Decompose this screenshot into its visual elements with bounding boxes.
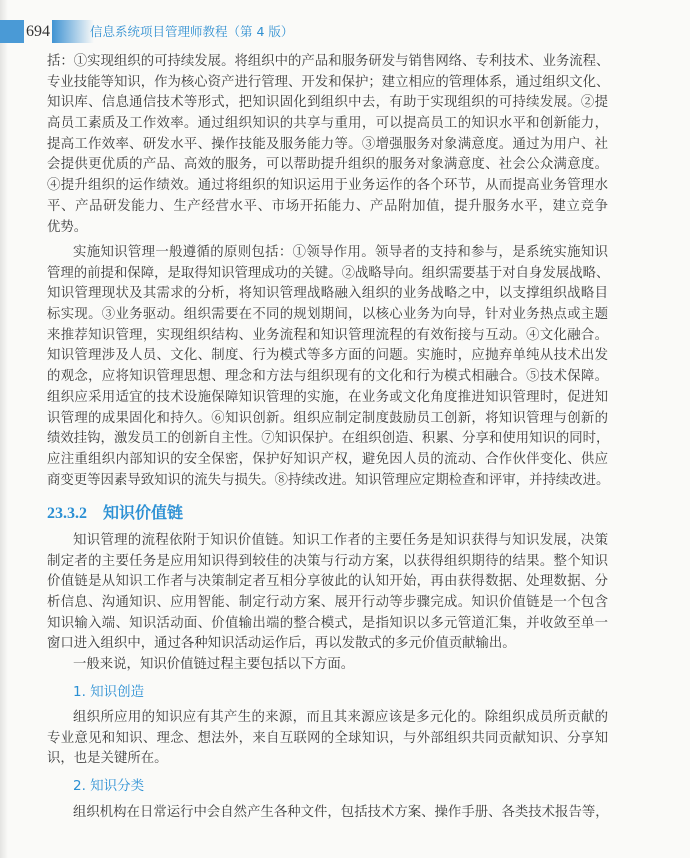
- text-line: 提高工作效率、研发水平、操作技能及服务能力等。③增强服务对象满意度。通过为用户、社: [47, 136, 608, 152]
- paragraph-principles: [47, 243, 608, 491]
- paragraph-value-chain-aspects: [47, 655, 608, 676]
- paragraph-value-chain-intro: [47, 531, 608, 655]
- subsection-heading-knowledge-creation: 1. 知识创造: [73, 684, 145, 700]
- text-line: 知识管理现状及其需求的分析，将知识管理战略融入组织的业务战略之中，以支撑组织战略目: [47, 286, 608, 302]
- text-line: 绩效挂钩，激发员工的创新自主性。⑦知识保护。在组织创造、积累、分享和使用知识的同时，: [47, 431, 610, 447]
- text-line: 知识管理的流程依附于知识价值链。知识工作者的主要任务是知识获得与知识发展，决策: [73, 533, 608, 548]
- text-line: 实施知识管理一般遵循的原则包括：①领导作用。领导者的支持和参与，是系统实施知识: [73, 245, 608, 260]
- paragraph-knowledge-creation: [47, 708, 608, 770]
- text-line: 优势。: [47, 219, 88, 235]
- text-line: 专业意见和知识、理念、想法外，来自互联网的全球知识，与外部组织共同贡献知识、分享知: [47, 730, 608, 746]
- header-color-block: [0, 20, 24, 43]
- header-gradient-bar: [52, 20, 94, 43]
- text-line: 价值链是从知识工作者与决策制定者互相分享彼此的认知开始，再由获得数据、处理数据、分: [47, 574, 608, 590]
- subsection-heading-knowledge-classification: 2. 知识分类: [73, 778, 145, 794]
- page-number: 694: [26, 23, 50, 40]
- text-line: 知识管理涉及人员、文化、制度、行为模式等多方面的问题。实施时，应抛弃单纯从技术出发: [47, 348, 608, 364]
- text-line: ④提升组织的运作绩效。通过将组织的知识运用于业务运作的各个环节，从而提高业务管理水: [47, 178, 608, 194]
- text-line: 管理的前提和保障，是取得知识管理成功的关键。②战略导向。组织需要基于对自身发展战略、: [47, 265, 610, 281]
- text-line: 组织所应用的知识应有其产生的来源，而且其来源应该是多元化的。除组织成员所贡献的: [73, 710, 608, 725]
- text-line: 知识输入端、知识活动面、价值输出端的整合模式，是指知识以多元管道汇集，并收敛至单一: [47, 615, 608, 631]
- section-number: 23.3.2: [47, 505, 87, 522]
- text-line: 组织机构在日常运行中会自然产生各种文件，包括技术方案、操作手册、各类技术报告等，: [73, 805, 609, 820]
- text-line: 析信息、沟通知识、应用智能、制定行动方案、展开行动等步骤完成。知识价值链是一个包含: [47, 595, 608, 611]
- text-line: 识管理的成果固化和持久。⑥知识创新。组织应制定制度鼓励员工创新，将知识管理与创新的: [47, 410, 608, 426]
- text-line: 的观念，应将知识管理思想、理念和方法与组织现有的文化和行为模式相融合。⑤技术保障。: [47, 369, 608, 385]
- text-line: 制定者的主要任务是应用知识得到较佳的决策与行动方案，以获得组织期待的结果。整个知识: [47, 553, 608, 569]
- text-line: 一般来说，知识价值链过程主要包括以下方面。: [73, 657, 355, 672]
- text-line: 会提供更优质的产品、高效的服务，可以帮助提升组织的服务对象满意度、社会公众满意度。: [47, 157, 608, 173]
- text-line: 组织应采用适宜的技术设施保障知识管理的实施，在业务或文化角度推进知识管理时，促进知: [47, 389, 608, 405]
- section-heading: [47, 502, 183, 525]
- page-edge-shadow: [0, 0, 8, 858]
- paragraph-benefits: [47, 52, 608, 238]
- text-line: 识，也是关键所在。: [47, 751, 168, 767]
- section-title: 知识价值链: [103, 503, 184, 522]
- text-line: 括：①实现组织的可持续发展。将组织中的产品和服务研发与销售网络、专利技术、业务流程、: [47, 54, 610, 69]
- paragraph-knowledge-classification: [47, 803, 608, 824]
- text-line: 平、产品研发能力、生产经营水平、市场开拓能力、产品附加值，提升服务水平，建立竞争: [47, 198, 608, 214]
- text-line: 专业技能等知识，作为核心资产进行管理、开发和保护；建立相应的管理体系，通过组织文化、: [47, 74, 610, 90]
- text-line: 高员工素质及工作效率。通过组织知识的共享与重用，可以提高员工的知识水平和创新能力，: [47, 116, 608, 132]
- text-line: 应注重组织内部知识的安全保密，保护好知识产权，避免因人员的流动、合作伙伴变化、供应: [47, 451, 608, 467]
- text-line: 窗口进入组织中，通过各种知识活动运作后，再以发散式的多元价值贡献输出。: [47, 636, 516, 652]
- text-line: 来推荐知识管理，实现组织结构、业务流程和知识管理流程的有效衔接与互动。④文化融合。: [47, 327, 608, 343]
- text-line: 知识库、信息通信技术等形式，把知识固化到组织中去，有助于实现组织的可持续发展。②提: [47, 95, 608, 111]
- text-line: 标实现。③业务驱动。组织需要在不同的规划期间，以核心业务为向导，针对业务热点或主题: [47, 307, 608, 323]
- text-line: 商变更等因素导致知识的流失与损失。⑧持续改进。知识管理应定期检查和评审，并持续改进。: [47, 472, 610, 488]
- book-title: 信息系统项目管理师教程（第 4 版）: [90, 24, 294, 39]
